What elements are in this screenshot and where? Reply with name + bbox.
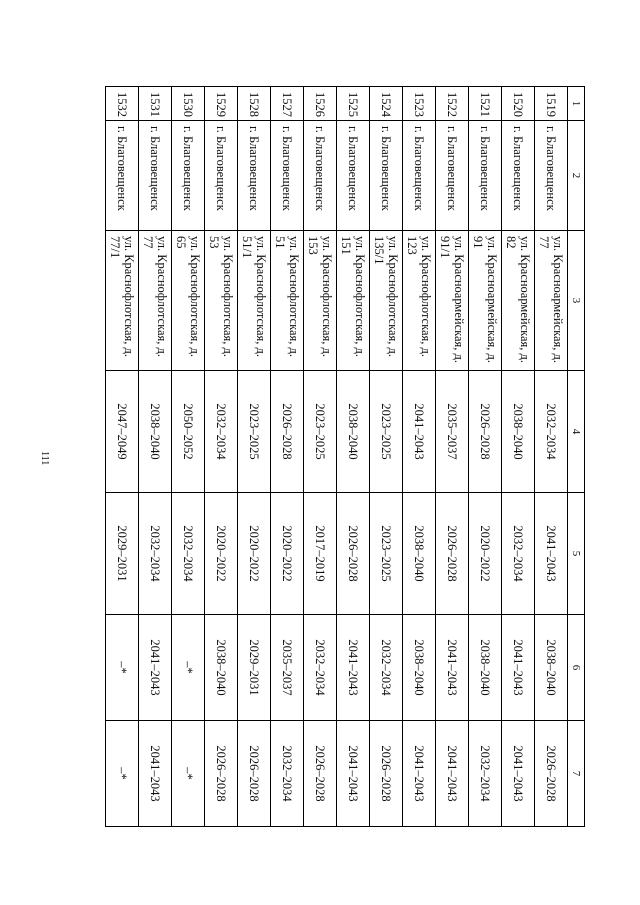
period-col7-cell: 2026–2028 — [238, 721, 271, 827]
rotated-table-container — [105, 86, 585, 826]
address-cell: ул. Краснофлотская, д. 135/1 — [370, 231, 403, 371]
period-col4-cell: 2038–2040 — [502, 371, 535, 493]
column-number-3: 3 — [568, 231, 585, 371]
period-col5-cell: 2020–2022 — [205, 493, 238, 615]
period-col4-cell: 2047–2049 — [106, 371, 139, 493]
city-cell: г. Благовещенск — [337, 121, 370, 231]
address-cell: ул. Красноармейская, д. 91/1 — [436, 231, 469, 371]
period-col4-cell: 2032–2034 — [535, 371, 568, 493]
period-col6-cell: 2038–2040 — [205, 615, 238, 721]
row-number: 1524 — [370, 87, 403, 121]
table-row — [172, 87, 205, 827]
period-col4-cell: 2032–2034 — [205, 371, 238, 493]
address-cell: ул. Краснофлотская, д. 151 — [337, 231, 370, 371]
table-row — [469, 87, 502, 827]
period-col4-cell: 2041–2043 — [403, 371, 436, 493]
row-number: 1530 — [172, 87, 205, 121]
period-col5-cell: 2017–2019 — [304, 493, 337, 615]
period-col7-cell: 2041–2043 — [436, 721, 469, 827]
address-cell: ул. Красноармейская, д. 77 — [535, 231, 568, 371]
period-col6-cell: 2041–2043 — [337, 615, 370, 721]
row-number: 1522 — [436, 87, 469, 121]
column-number-2: 2 — [568, 121, 585, 231]
column-number-4: 4 — [568, 371, 585, 493]
period-col5-cell: 2020–2022 — [238, 493, 271, 615]
period-col6-cell: 2029–2031 — [238, 615, 271, 721]
data-table — [105, 86, 585, 827]
period-col6-cell: 2032–2034 — [370, 615, 403, 721]
period-col6-cell: 2041–2043 — [436, 615, 469, 721]
table-row — [436, 87, 469, 827]
city-cell: г. Благовещенск — [106, 121, 139, 231]
row-number: 1529 — [205, 87, 238, 121]
city-cell: г. Благовещенск — [271, 121, 304, 231]
table-header-row — [568, 87, 585, 827]
address-cell: ул. Краснофлотская, д. 153 — [304, 231, 337, 371]
table-row — [139, 87, 172, 827]
period-col6-cell: 2032–2034 — [304, 615, 337, 721]
period-col4-cell: 2038–2040 — [139, 371, 172, 493]
period-col6-cell: 2041–2043 — [502, 615, 535, 721]
period-col7-cell: 2041–2043 — [139, 721, 172, 827]
period-col5-cell: 2026–2028 — [436, 493, 469, 615]
address-cell: ул. Краснофлотская, д. 77/1 — [106, 231, 139, 371]
period-col7-cell: 2026–2028 — [535, 721, 568, 827]
city-cell: г. Благовещенск — [304, 121, 337, 231]
city-cell: г. Благовещенск — [370, 121, 403, 231]
column-number-6: 6 — [568, 615, 585, 721]
column-number-7: 7 — [568, 721, 585, 827]
period-col6-cell: 2038–2040 — [535, 615, 568, 721]
period-col5-cell: 2032–2034 — [172, 493, 205, 615]
city-cell: г. Благовещенск — [535, 121, 568, 231]
city-cell: г. Благовещенск — [403, 121, 436, 231]
period-col6-cell: 2035–2037 — [271, 615, 304, 721]
address-cell: ул. Красноармейская, д. 82 — [502, 231, 535, 371]
row-number: 1523 — [403, 87, 436, 121]
period-col7-cell: 2032–2034 — [271, 721, 304, 827]
address-cell: ул. Краснофлотская, д. 65 — [172, 231, 205, 371]
row-number: 1519 — [535, 87, 568, 121]
period-col4-cell: 2023–2025 — [304, 371, 337, 493]
table-row — [271, 87, 304, 827]
period-col5-cell: 2038–2040 — [403, 493, 436, 615]
period-col7-cell: 2026–2028 — [205, 721, 238, 827]
period-col4-cell: 2023–2025 — [238, 371, 271, 493]
period-col5-cell: 2032–2034 — [139, 493, 172, 615]
row-number: 1521 — [469, 87, 502, 121]
period-col5-cell: 2020–2022 — [469, 493, 502, 615]
period-col5-cell: 2029–2031 — [106, 493, 139, 615]
city-cell: г. Благовещенск — [436, 121, 469, 231]
period-col5-cell: 2032–2034 — [502, 493, 535, 615]
period-col5-cell: 2023–2025 — [370, 493, 403, 615]
table-row — [337, 87, 370, 827]
period-col4-cell: 2050–2052 — [172, 371, 205, 493]
period-col6-cell: 2041–2043 — [139, 615, 172, 721]
table-row — [205, 87, 238, 827]
city-cell: г. Благовещенск — [205, 121, 238, 231]
address-cell: ул. Краснофлотская, д. 77 — [139, 231, 172, 371]
period-col6-cell: –* — [106, 615, 139, 721]
period-col5-cell: 2041–2043 — [535, 493, 568, 615]
city-cell: г. Благовещенск — [238, 121, 271, 231]
address-cell: ул. Красноармейская, д. 91 — [469, 231, 502, 371]
row-number: 1525 — [337, 87, 370, 121]
period-col7-cell: –* — [172, 721, 205, 827]
address-cell: ул. Краснофлотская, д. 123 — [403, 231, 436, 371]
row-number: 1526 — [304, 87, 337, 121]
column-number-1: 1 — [568, 87, 585, 121]
period-col4-cell: 2026–2028 — [469, 371, 502, 493]
table-row — [106, 87, 139, 827]
period-col7-cell: 2041–2043 — [337, 721, 370, 827]
period-col5-cell: 2020–2022 — [271, 493, 304, 615]
period-col4-cell: 2023–2025 — [370, 371, 403, 493]
period-col7-cell: 2032–2034 — [469, 721, 502, 827]
city-cell: г. Благовещенск — [139, 121, 172, 231]
period-col6-cell: –* — [172, 615, 205, 721]
address-cell: ул. Краснофлотская, д. 53 — [205, 231, 238, 371]
period-col4-cell: 2038–2040 — [337, 371, 370, 493]
period-col7-cell: 2026–2028 — [304, 721, 337, 827]
row-number: 1528 — [238, 87, 271, 121]
period-col7-cell: –* — [106, 721, 139, 827]
table-row — [238, 87, 271, 827]
address-cell: ул. Краснофлотская, д. 51 — [271, 231, 304, 371]
period-col4-cell: 2026–2028 — [271, 371, 304, 493]
period-col6-cell: 2038–2040 — [469, 615, 502, 721]
period-col4-cell: 2035–2037 — [436, 371, 469, 493]
period-col7-cell: 2041–2043 — [502, 721, 535, 827]
period-col6-cell: 2038–2040 — [403, 615, 436, 721]
period-col5-cell: 2026–2028 — [337, 493, 370, 615]
table-row — [403, 87, 436, 827]
city-cell: г. Благовещенск — [172, 121, 205, 231]
city-cell: г. Благовещенск — [502, 121, 535, 231]
period-col7-cell: 2041–2043 — [403, 721, 436, 827]
table-row — [370, 87, 403, 827]
row-number: 1520 — [502, 87, 535, 121]
address-cell: ул. Краснофлотская, д. 51/1 — [238, 231, 271, 371]
row-number: 1531 — [139, 87, 172, 121]
row-number: 1532 — [106, 87, 139, 121]
table-row — [502, 87, 535, 827]
row-number: 1527 — [271, 87, 304, 121]
city-cell: г. Благовещенск — [469, 121, 502, 231]
column-number-5: 5 — [568, 493, 585, 615]
period-col7-cell: 2026–2028 — [370, 721, 403, 827]
page-number: 111 — [39, 451, 50, 466]
table-row — [304, 87, 337, 827]
table-row — [535, 87, 568, 827]
